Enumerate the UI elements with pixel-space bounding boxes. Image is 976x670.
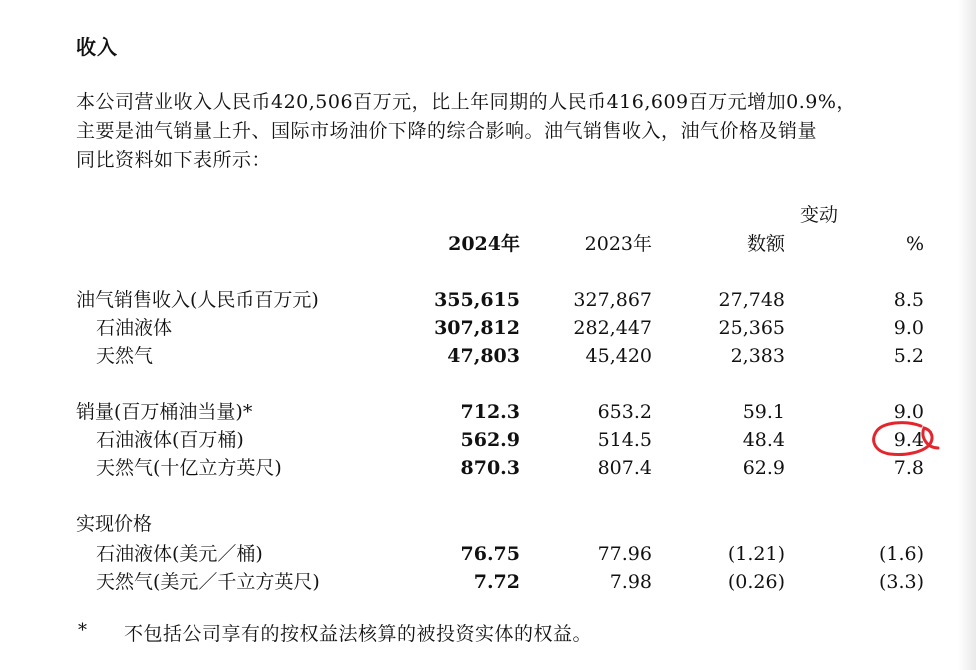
row-label: 天然气 bbox=[96, 345, 154, 367]
row-label: 石油液体(美元／桶) bbox=[96, 543, 263, 565]
cell-2024: 307,812 bbox=[434, 317, 520, 339]
row-label: 天然气(美元／千立方英尺) bbox=[96, 571, 320, 593]
row-label: 销量(百万桶油当量)* bbox=[76, 401, 253, 423]
cell-percent: 7.8 bbox=[893, 457, 924, 479]
cell-2024: 355,615 bbox=[434, 289, 520, 311]
header-2023: 2023年 bbox=[584, 233, 652, 255]
footnote-mark: * bbox=[78, 620, 87, 641]
cell-amount: 27,748 bbox=[718, 289, 785, 311]
cell-amount: 48.4 bbox=[742, 429, 785, 451]
paragraph-line-1: 本公司营业收入人民币420,506百万元，比上年同期的人民币416,609百万元增加0.9%， bbox=[76, 91, 856, 113]
cell-amount: (1.21) bbox=[727, 543, 785, 565]
cell-percent: 5.2 bbox=[893, 345, 924, 367]
row-label: 石油液体 bbox=[96, 317, 173, 339]
header-percent: % bbox=[905, 233, 924, 255]
cell-amount: 59.1 bbox=[742, 401, 785, 423]
cell-percent: (3.3) bbox=[878, 571, 924, 593]
cell-percent: 9.0 bbox=[893, 317, 924, 339]
cell-2024: 712.3 bbox=[460, 401, 520, 423]
row-label: 实现价格 bbox=[76, 513, 153, 535]
cell-2024: 76.75 bbox=[460, 543, 520, 565]
cell-amount: (0.26) bbox=[727, 571, 785, 593]
annotation-circle bbox=[866, 418, 946, 462]
row-label: 油气销售收入(人民币百万元) bbox=[76, 289, 319, 311]
paragraph-line-2: 主要是油气销量上升、国际市场油价下降的综合影响。油气销售收入，油气价格及销量 bbox=[76, 120, 818, 142]
cell-2024: 47,803 bbox=[447, 345, 520, 367]
cell-2023: 7.98 bbox=[609, 571, 652, 593]
cell-percent: 9.0 bbox=[893, 401, 924, 423]
cell-2023: 282,447 bbox=[573, 317, 652, 339]
row-label: 石油液体(百万桶) bbox=[96, 429, 244, 451]
cell-2023: 77.96 bbox=[597, 543, 652, 565]
cell-2023: 45,420 bbox=[585, 345, 652, 367]
cell-percent: 8.5 bbox=[893, 289, 924, 311]
page-edge bbox=[958, 0, 976, 670]
cell-2023: 653.2 bbox=[597, 401, 652, 423]
cell-percent: (1.6) bbox=[878, 543, 924, 565]
cell-2024: 562.9 bbox=[460, 429, 520, 451]
cell-2023: 327,867 bbox=[573, 289, 652, 311]
header-2024: 2024年 bbox=[448, 233, 520, 255]
footnote-text: 不包括公司享有的按权益法核算的被投资实体的权益。 bbox=[124, 623, 593, 645]
header-change-group: 变动 bbox=[800, 204, 839, 226]
cell-2024: 7.72 bbox=[473, 571, 520, 593]
section-heading: 收入 bbox=[76, 35, 118, 59]
cell-amount: 25,365 bbox=[718, 317, 785, 339]
cell-percent: 9.4 bbox=[893, 429, 924, 451]
header-amount: 数额 bbox=[746, 233, 785, 255]
cell-amount: 62.9 bbox=[742, 457, 785, 479]
cell-2023: 514.5 bbox=[597, 429, 652, 451]
row-label: 天然气(十亿立方英尺) bbox=[96, 457, 282, 479]
cell-2023: 807.4 bbox=[597, 457, 652, 479]
cell-2024: 870.3 bbox=[460, 457, 520, 479]
cell-amount: 2,383 bbox=[730, 345, 785, 367]
paragraph-line-3: 同比资料如下表所示： bbox=[76, 149, 272, 171]
